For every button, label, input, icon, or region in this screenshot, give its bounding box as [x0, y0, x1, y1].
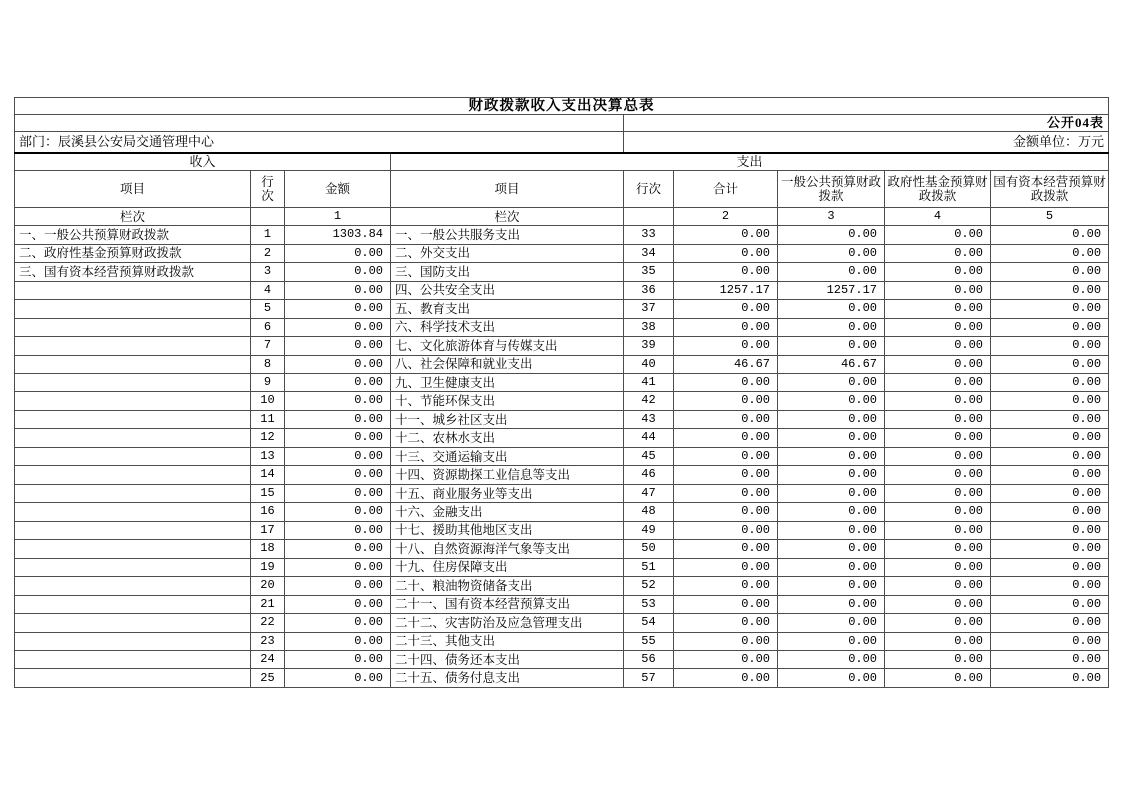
expense-line-no-cell: 40 — [624, 355, 674, 373]
table-row — [15, 355, 1109, 373]
expense-state-capital-cell: 0.00 — [991, 373, 1109, 391]
income-amount-cell: 0.00 — [285, 318, 391, 336]
income-line-no-cell: 19 — [251, 558, 285, 576]
expense-total-cell: 0.00 — [674, 226, 778, 244]
income-item-cell — [15, 373, 251, 391]
expense-total-cell: 0.00 — [674, 447, 778, 465]
expense-government-fund-cell: 0.00 — [885, 281, 991, 299]
expense-total-cell: 1257.17 — [674, 281, 778, 299]
table-row — [15, 318, 1109, 336]
income-item-cell — [15, 355, 251, 373]
table-row — [15, 632, 1109, 650]
income-item-cell — [15, 577, 251, 595]
income-line-no-cell: 18 — [251, 540, 285, 558]
expense-item-cell: 二十、粮油物资储备支出 — [391, 577, 624, 595]
income-item-cell — [15, 429, 251, 447]
expense-state-capital-cell: 0.00 — [991, 503, 1109, 521]
expense-item-cell: 一、一般公共服务支出 — [391, 226, 624, 244]
expense-line-no-cell: 50 — [624, 540, 674, 558]
income-amount-cell: 0.00 — [285, 355, 391, 373]
income-item-cell — [15, 300, 251, 318]
income-item-cell — [15, 521, 251, 539]
income-line-no-cell: 10 — [251, 392, 285, 410]
expense-total-cell: 0.00 — [674, 429, 778, 447]
expense-state-capital-cell: 0.00 — [991, 226, 1109, 244]
income-amount-cell: 0.00 — [285, 337, 391, 355]
income-item-cell: 二、政府性基金预算财政拨款 — [15, 244, 251, 262]
lane-number-5: 5 — [991, 208, 1109, 226]
expense-state-capital-cell: 0.00 — [991, 651, 1109, 669]
fiscal-summary-table — [14, 97, 1109, 688]
income-line-no-cell: 8 — [251, 355, 285, 373]
expense-government-fund-cell: 0.00 — [885, 466, 991, 484]
expense-government-fund-cell: 0.00 — [885, 373, 991, 391]
general-public-budget-header: 一般公共预算财政拨款 — [778, 171, 885, 208]
expense-line-no-cell: 54 — [624, 614, 674, 632]
expense-total-cell: 0.00 — [674, 373, 778, 391]
expense-item-cell: 四、公共安全支出 — [391, 281, 624, 299]
expense-general-budget-cell: 0.00 — [778, 318, 885, 336]
income-amount-cell: 0.00 — [285, 410, 391, 428]
expense-government-fund-cell: 0.00 — [885, 595, 991, 613]
fiscal-summary-table-wrap — [14, 97, 1108, 688]
expense-government-fund-cell: 0.00 — [885, 540, 991, 558]
expense-total-cell: 0.00 — [674, 521, 778, 539]
income-item-cell — [15, 466, 251, 484]
expense-line-no-cell: 47 — [624, 484, 674, 502]
expense-general-budget-cell: 0.00 — [778, 300, 885, 318]
income-item-cell: 三、国有资本经营预算财政拨款 — [15, 263, 251, 281]
lane-number-3: 3 — [778, 208, 885, 226]
expense-item-cell: 七、文化旅游体育与传媒支出 — [391, 337, 624, 355]
expense-government-fund-cell: 0.00 — [885, 410, 991, 428]
expense-state-capital-cell: 0.00 — [991, 595, 1109, 613]
income-line-no-cell: 9 — [251, 373, 285, 391]
expense-general-budget-cell: 0.00 — [778, 263, 885, 281]
expense-government-fund-cell: 0.00 — [885, 244, 991, 262]
expense-state-capital-cell: 0.00 — [991, 244, 1109, 262]
expense-item-header: 项目 — [391, 171, 624, 208]
income-item-cell — [15, 392, 251, 410]
income-item-cell — [15, 651, 251, 669]
income-amount-cell: 0.00 — [285, 540, 391, 558]
expense-total-cell: 0.00 — [674, 244, 778, 262]
expense-government-fund-cell: 0.00 — [885, 651, 991, 669]
expense-line-no-cell: 52 — [624, 577, 674, 595]
expense-state-capital-cell: 0.00 — [991, 281, 1109, 299]
expense-item-cell: 八、社会保障和就业支出 — [391, 355, 624, 373]
income-line-no-cell: 6 — [251, 318, 285, 336]
expense-lane-label: 栏次 — [391, 208, 624, 226]
expense-line-no-cell: 51 — [624, 558, 674, 576]
table-row — [15, 410, 1109, 428]
income-item-cell — [15, 337, 251, 355]
expense-government-fund-cell: 0.00 — [885, 669, 991, 688]
income-item-cell — [15, 540, 251, 558]
table-row — [15, 300, 1109, 318]
expense-item-cell: 二、外交支出 — [391, 244, 624, 262]
expense-line-no-cell: 49 — [624, 521, 674, 539]
expense-total-cell: 0.00 — [674, 300, 778, 318]
expense-government-fund-cell: 0.00 — [885, 577, 991, 595]
expense-total-cell: 0.00 — [674, 651, 778, 669]
income-lane-spacer — [251, 208, 285, 226]
income-amount-cell: 0.00 — [285, 300, 391, 318]
expense-line-no-cell: 56 — [624, 651, 674, 669]
expense-government-fund-cell: 0.00 — [885, 447, 991, 465]
table-code-spacer — [15, 115, 624, 132]
income-amount-cell: 0.00 — [285, 669, 391, 688]
income-line-no-cell: 4 — [251, 281, 285, 299]
expense-total-cell: 0.00 — [674, 595, 778, 613]
income-amount-cell: 0.00 — [285, 503, 391, 521]
expense-state-capital-cell: 0.00 — [991, 410, 1109, 428]
table-row — [15, 669, 1109, 688]
expense-government-fund-cell: 0.00 — [885, 226, 991, 244]
income-item-cell — [15, 503, 251, 521]
expense-government-fund-cell: 0.00 — [885, 263, 991, 281]
expense-item-cell: 十九、住房保障支出 — [391, 558, 624, 576]
expense-government-fund-cell: 0.00 — [885, 429, 991, 447]
expense-item-cell: 二十二、灾害防治及应急管理支出 — [391, 614, 624, 632]
expense-general-budget-cell: 46.67 — [778, 355, 885, 373]
expense-general-budget-cell: 1257.17 — [778, 281, 885, 299]
income-item-cell — [15, 669, 251, 688]
income-line-no-cell: 25 — [251, 669, 285, 688]
expense-total-cell: 0.00 — [674, 503, 778, 521]
income-amount-cell: 0.00 — [285, 281, 391, 299]
expense-state-capital-cell: 0.00 — [991, 429, 1109, 447]
income-amount-cell: 0.00 — [285, 577, 391, 595]
expense-item-cell: 十六、金融支出 — [391, 503, 624, 521]
income-line-no-cell: 2 — [251, 244, 285, 262]
expense-line-no-cell: 39 — [624, 337, 674, 355]
expense-general-budget-cell: 0.00 — [778, 651, 885, 669]
title-row — [15, 98, 1109, 115]
expense-government-fund-cell: 0.00 — [885, 337, 991, 355]
table-row — [15, 614, 1109, 632]
expense-state-capital-cell: 0.00 — [991, 484, 1109, 502]
expense-total-cell: 0.00 — [674, 669, 778, 688]
expense-general-budget-cell: 0.00 — [778, 466, 885, 484]
expense-total-cell: 0.00 — [674, 558, 778, 576]
expense-item-cell: 十四、资源勘探工业信息等支出 — [391, 466, 624, 484]
expense-general-budget-cell: 0.00 — [778, 669, 885, 688]
expense-item-cell: 五、教育支出 — [391, 300, 624, 318]
table-row — [15, 558, 1109, 576]
expense-total-cell: 0.00 — [674, 484, 778, 502]
expense-general-budget-cell: 0.00 — [778, 521, 885, 539]
income-item-header: 项目 — [15, 171, 251, 208]
expense-item-cell: 十八、自然资源海洋气象等支出 — [391, 540, 624, 558]
income-line-no-cell: 22 — [251, 614, 285, 632]
expense-line-no-cell: 46 — [624, 466, 674, 484]
unit-label: 金额单位：万元 — [624, 132, 1109, 153]
expense-item-cell: 二十一、国有资本经营预算支出 — [391, 595, 624, 613]
expense-general-budget-cell: 0.00 — [778, 484, 885, 502]
expense-state-capital-cell: 0.00 — [991, 300, 1109, 318]
income-item-cell — [15, 614, 251, 632]
department-label: 部门：辰溪县公安局交通管理中心 — [15, 132, 624, 153]
income-line-no-cell: 21 — [251, 595, 285, 613]
table-row — [15, 281, 1109, 299]
expense-state-capital-cell: 0.00 — [991, 466, 1109, 484]
income-line-no-cell: 23 — [251, 632, 285, 650]
income-line-no-cell: 7 — [251, 337, 285, 355]
income-line-no-cell: 11 — [251, 410, 285, 428]
lane-number-1: 1 — [285, 208, 391, 226]
table-row — [15, 577, 1109, 595]
income-line-no-cell: 24 — [251, 651, 285, 669]
table-row — [15, 263, 1109, 281]
table-row — [15, 466, 1109, 484]
expense-state-capital-cell: 0.00 — [991, 521, 1109, 539]
expense-total-cell: 0.00 — [674, 410, 778, 428]
expense-state-capital-cell: 0.00 — [991, 614, 1109, 632]
expense-total-cell: 0.00 — [674, 337, 778, 355]
department-row — [15, 132, 1109, 153]
expense-state-capital-cell: 0.00 — [991, 632, 1109, 650]
expense-state-capital-cell: 0.00 — [991, 263, 1109, 281]
income-line-no-header: 行次 — [251, 171, 285, 208]
expense-general-budget-cell: 0.00 — [778, 577, 885, 595]
expense-total-cell: 0.00 — [674, 614, 778, 632]
expense-total-cell: 0.00 — [674, 577, 778, 595]
expense-general-budget-cell: 0.00 — [778, 447, 885, 465]
table-row — [15, 503, 1109, 521]
section-row — [15, 153, 1109, 171]
government-fund-budget-header: 政府性基金预算财政拨款 — [885, 171, 991, 208]
expense-line-no-cell: 38 — [624, 318, 674, 336]
expense-government-fund-cell: 0.00 — [885, 521, 991, 539]
expense-total-cell: 0.00 — [674, 392, 778, 410]
expense-total-cell: 0.00 — [674, 263, 778, 281]
expense-state-capital-cell: 0.00 — [991, 318, 1109, 336]
table-row — [15, 540, 1109, 558]
expense-state-capital-cell: 0.00 — [991, 392, 1109, 410]
expense-government-fund-cell: 0.00 — [885, 484, 991, 502]
expense-lane-spacer — [624, 208, 674, 226]
expense-line-no-cell: 48 — [624, 503, 674, 521]
expense-state-capital-cell: 0.00 — [991, 558, 1109, 576]
expense-line-no-cell: 37 — [624, 300, 674, 318]
lane-number-2: 2 — [674, 208, 778, 226]
expense-general-budget-cell: 0.00 — [778, 503, 885, 521]
table-row — [15, 595, 1109, 613]
expense-line-no-cell: 57 — [624, 669, 674, 688]
expense-line-no-cell: 43 — [624, 410, 674, 428]
income-line-no-cell: 20 — [251, 577, 285, 595]
expense-government-fund-cell: 0.00 — [885, 503, 991, 521]
expense-general-budget-cell: 0.00 — [778, 373, 885, 391]
expense-state-capital-cell: 0.00 — [991, 337, 1109, 355]
income-line-no-cell: 3 — [251, 263, 285, 281]
expense-government-fund-cell: 0.00 — [885, 632, 991, 650]
table-code-label: 公开04表 — [624, 115, 1109, 132]
table-row — [15, 226, 1109, 244]
income-line-no-cell: 12 — [251, 429, 285, 447]
income-line-no-cell: 17 — [251, 521, 285, 539]
expense-state-capital-cell: 0.00 — [991, 669, 1109, 688]
income-item-cell — [15, 632, 251, 650]
lane-number-row — [15, 208, 1109, 226]
state-capital-budget-header: 国有资本经营预算财政拨款 — [991, 171, 1109, 208]
expense-total-cell: 0.00 — [674, 632, 778, 650]
expense-government-fund-cell: 0.00 — [885, 392, 991, 410]
expense-general-budget-cell: 0.00 — [778, 226, 885, 244]
expense-total-cell: 0.00 — [674, 318, 778, 336]
income-amount-cell: 0.00 — [285, 558, 391, 576]
income-item-cell — [15, 484, 251, 502]
expense-state-capital-cell: 0.00 — [991, 540, 1109, 558]
table-row — [15, 484, 1109, 502]
expense-line-no-cell: 55 — [624, 632, 674, 650]
income-item-cell — [15, 318, 251, 336]
income-amount-cell: 0.00 — [285, 466, 391, 484]
table-row — [15, 244, 1109, 262]
expense-line-no-cell: 33 — [624, 226, 674, 244]
expense-line-no-cell: 42 — [624, 392, 674, 410]
expense-line-no-cell: 35 — [624, 263, 674, 281]
table-row — [15, 447, 1109, 465]
expense-line-no-cell: 36 — [624, 281, 674, 299]
income-amount-header: 金额 — [285, 171, 391, 208]
income-amount-cell: 0.00 — [285, 392, 391, 410]
expense-total-cell: 46.67 — [674, 355, 778, 373]
income-item-cell — [15, 281, 251, 299]
expense-general-budget-cell: 0.00 — [778, 614, 885, 632]
expense-line-no-cell: 45 — [624, 447, 674, 465]
income-line-no-cell: 1 — [251, 226, 285, 244]
expense-government-fund-cell: 0.00 — [885, 318, 991, 336]
expense-general-budget-cell: 0.00 — [778, 337, 885, 355]
expense-state-capital-cell: 0.00 — [991, 447, 1109, 465]
expense-item-cell: 十七、援助其他地区支出 — [391, 521, 624, 539]
table-row — [15, 521, 1109, 539]
expense-general-budget-cell: 0.00 — [778, 595, 885, 613]
expense-state-capital-cell: 0.00 — [991, 577, 1109, 595]
expense-section-header: 支出 — [391, 153, 1109, 171]
expense-government-fund-cell: 0.00 — [885, 355, 991, 373]
expense-general-budget-cell: 0.00 — [778, 429, 885, 447]
expense-item-cell: 二十五、债务付息支出 — [391, 669, 624, 688]
column-header-row — [15, 171, 1109, 208]
table-row — [15, 429, 1109, 447]
income-item-cell: 一、一般公共预算财政拨款 — [15, 226, 251, 244]
income-item-cell — [15, 558, 251, 576]
income-amount-cell: 0.00 — [285, 614, 391, 632]
income-line-no-cell: 13 — [251, 447, 285, 465]
table-code-row — [15, 115, 1109, 132]
table-row — [15, 392, 1109, 410]
expense-state-capital-cell: 0.00 — [991, 355, 1109, 373]
expense-general-budget-cell: 0.00 — [778, 392, 885, 410]
income-amount-cell: 0.00 — [285, 521, 391, 539]
expense-general-budget-cell: 0.00 — [778, 244, 885, 262]
table-title: 财政拨款收入支出决算总表 — [15, 98, 1109, 115]
expense-item-cell: 二十四、债务还本支出 — [391, 651, 624, 669]
income-amount-cell: 0.00 — [285, 651, 391, 669]
income-amount-cell: 0.00 — [285, 632, 391, 650]
expense-total-header: 合计 — [674, 171, 778, 208]
expense-item-cell: 二十三、其他支出 — [391, 632, 624, 650]
income-amount-cell: 0.00 — [285, 373, 391, 391]
expense-general-budget-cell: 0.00 — [778, 558, 885, 576]
expense-item-cell: 九、卫生健康支出 — [391, 373, 624, 391]
income-section-header: 收入 — [15, 153, 391, 171]
expense-government-fund-cell: 0.00 — [885, 614, 991, 632]
expense-general-budget-cell: 0.00 — [778, 540, 885, 558]
income-item-cell — [15, 595, 251, 613]
expense-government-fund-cell: 0.00 — [885, 558, 991, 576]
expense-item-cell: 六、科学技术支出 — [391, 318, 624, 336]
income-amount-cell: 0.00 — [285, 429, 391, 447]
expense-item-cell: 十三、交通运输支出 — [391, 447, 624, 465]
income-amount-cell: 0.00 — [285, 484, 391, 502]
expense-general-budget-cell: 0.00 — [778, 632, 885, 650]
income-line-no-cell: 14 — [251, 466, 285, 484]
income-item-cell — [15, 410, 251, 428]
income-amount-cell: 0.00 — [285, 263, 391, 281]
income-line-no-cell: 16 — [251, 503, 285, 521]
expense-item-cell: 十五、商业服务业等支出 — [391, 484, 624, 502]
expense-line-no-cell: 34 — [624, 244, 674, 262]
expense-line-no-cell: 41 — [624, 373, 674, 391]
table-row — [15, 651, 1109, 669]
expense-total-cell: 0.00 — [674, 466, 778, 484]
expense-line-no-cell: 44 — [624, 429, 674, 447]
income-line-no-cell: 5 — [251, 300, 285, 318]
expense-line-no-cell: 53 — [624, 595, 674, 613]
expense-government-fund-cell: 0.00 — [885, 300, 991, 318]
expense-line-no-header: 行次 — [624, 171, 674, 208]
income-line-no-cell: 15 — [251, 484, 285, 502]
income-item-cell — [15, 447, 251, 465]
income-amount-cell: 0.00 — [285, 595, 391, 613]
table-row — [15, 373, 1109, 391]
expense-item-cell: 三、国防支出 — [391, 263, 624, 281]
expense-item-cell: 十二、农林水支出 — [391, 429, 624, 447]
income-amount-cell: 1303.84 — [285, 226, 391, 244]
income-amount-cell: 0.00 — [285, 447, 391, 465]
lane-number-4: 4 — [885, 208, 991, 226]
expense-item-cell: 十一、城乡社区支出 — [391, 410, 624, 428]
expense-total-cell: 0.00 — [674, 540, 778, 558]
income-lane-label: 栏次 — [15, 208, 251, 226]
expense-item-cell: 十、节能环保支出 — [391, 392, 624, 410]
table-row — [15, 337, 1109, 355]
expense-general-budget-cell: 0.00 — [778, 410, 885, 428]
income-amount-cell: 0.00 — [285, 244, 391, 262]
